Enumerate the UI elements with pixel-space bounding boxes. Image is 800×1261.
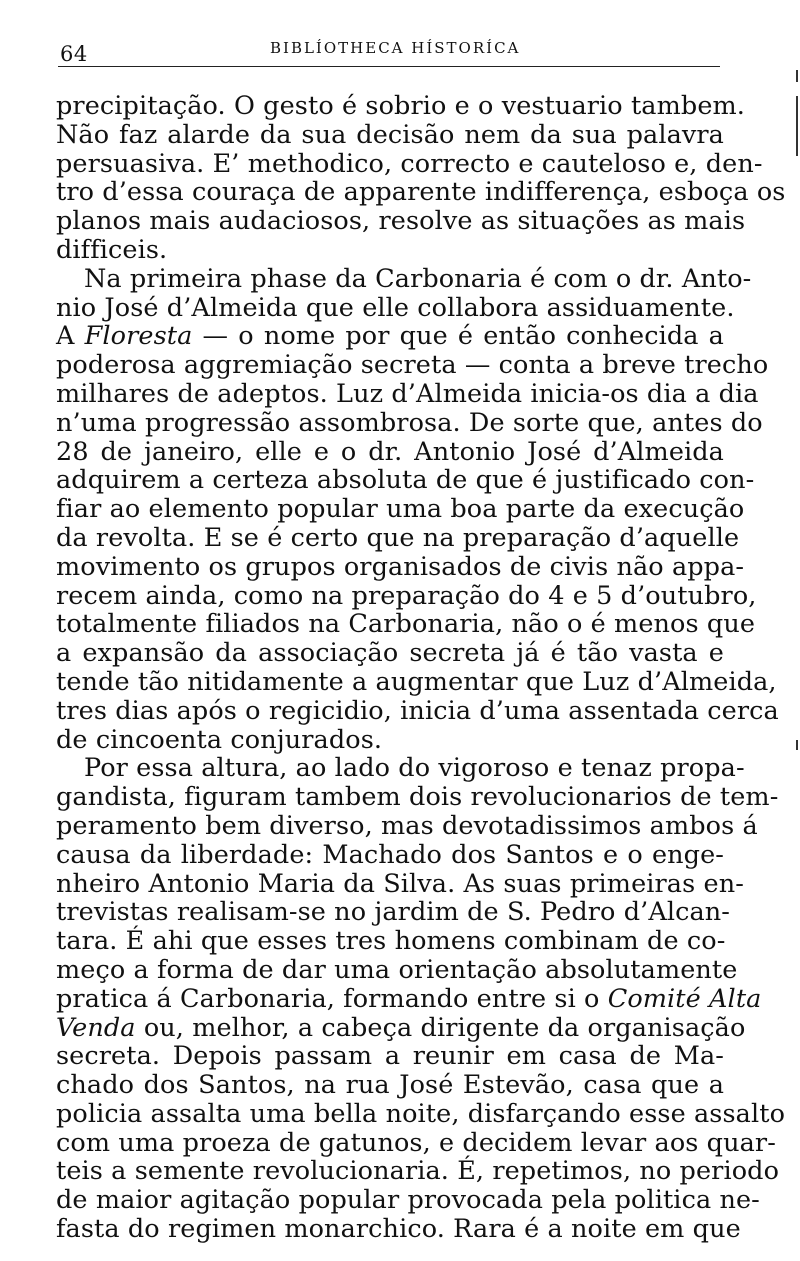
text-line: teis a semente revolucionaria. É, repetimos, no periodo: [56, 1156, 780, 1187]
text-line: planos mais audaciosos, resolve as situações as mais: [56, 206, 746, 237]
scan-edge-mark: [796, 740, 798, 750]
text-line: causa da liberdade: Machado dos Santos e o enge-: [56, 839, 724, 870]
text-line: tende tão nitidamente a augmentar que Luz d’Almeida,: [56, 666, 777, 697]
text-line: tro d’essa couraça de apparente indifferença, esboça os: [56, 177, 786, 208]
text-line: com uma proeza de gatunos, e decidem levar aos quar-: [56, 1127, 776, 1158]
text-line: nheiro Antonio Maria da Silva. As suas primeiras en-: [56, 868, 744, 899]
text-line: movimento os grupos organisados de civis não appa-: [56, 551, 745, 582]
text-line: adquirem a certeza absoluta de que é justificado con-: [56, 465, 755, 496]
text-line: Venda ou, melhor, a cabeça dirigente da organisação: [56, 1012, 746, 1043]
text-line: totalmente filiados na Carbonaria, não o é menos que: [56, 609, 756, 640]
page-number: 64: [60, 42, 88, 66]
text-line: Por essa altura, ao lado do vigoroso e tenaz propa-: [84, 753, 745, 784]
text-line: chado dos Santos, na rua José Estevão, casa que a: [56, 1070, 724, 1101]
text-line: de cincoenta conjurados.: [56, 724, 383, 755]
text-line: tres dias após o regicidio, inicia d’uma assentada cerca: [56, 695, 779, 726]
text-line: a expansão da associação secreta já é tão vasta e: [56, 638, 724, 669]
text-line: policia assalta uma bella noite, disfarçando esse assalto: [56, 1098, 786, 1129]
text-line: poderosa aggremiação secreta — conta a breve trecho: [56, 350, 769, 381]
text-line: de maior agitação popular provocada pela politica ne-: [56, 1185, 760, 1216]
text-line: precipitação. O gesto é sobrio e o vestuario tambem.: [56, 91, 745, 121]
running-head: BIBLÍOTHECA HÍSTORÍCA: [270, 39, 521, 57]
text-line: meço a forma de dar uma orientação absolutamente: [56, 954, 738, 985]
text-line: tara. É ahi que esses tres homens combinam de co-: [56, 926, 726, 957]
text-line: trevistas realisam-se no jardim de S. Pedro d’Alcan-: [56, 897, 731, 928]
text-line: pratica á Carbonaria, formando entre si o Comité Alta: [56, 983, 762, 1014]
text-line: fiar ao elemento popular uma boa parte da execução: [56, 494, 745, 525]
text-line: 28 de janeiro, elle e o dr. Antonio José d’Almeida: [56, 436, 724, 467]
text-line: gandista, figuram tambem dois revolucionarios de tem-: [56, 782, 779, 813]
text-line: da revolta. E se é certo que na preparação d’aquelle: [56, 522, 740, 553]
scan-edge-mark: [796, 96, 798, 156]
italic-term: Floresta: [84, 321, 193, 352]
text-line: fasta do regimen monarchico. Rara é a noite em que: [56, 1214, 741, 1245]
text-line: recem ainda, como na preparação do 4 e 5 d’outubro,: [56, 580, 757, 611]
text-line: nio José d’Almeida que elle collabora assiduamente.: [56, 292, 735, 323]
text-line: n’uma progressão assombrosa. De sorte que, antes do: [56, 407, 763, 438]
scan-edge-mark: [796, 70, 798, 82]
italic-term: Comité Alta: [607, 983, 762, 1014]
text-line: A Floresta — o nome por que é então conhecida a: [56, 321, 724, 352]
body-text: [56, 91, 786, 1245]
text-line: difficeis.: [56, 234, 168, 265]
text-line: Na primeira phase da Carbonaria é com o dr. Anto-: [84, 263, 752, 294]
italic-term: Venda: [56, 1012, 136, 1043]
page-header: [58, 34, 720, 67]
text-line: persuasiva. E’ methodico, correcto e cauteloso e, den-: [56, 148, 763, 179]
text-line: milhares de adeptos. Luz d’Almeida inicia-os dia a dia: [56, 378, 759, 409]
text-line: secreta. Depois passam a reunir em casa de Ma-: [56, 1041, 724, 1072]
text-line: Não faz alarde da sua decisão nem da sua palavra: [56, 119, 724, 150]
text-line: peramento bem diverso, mas devotadissimos ambos á: [56, 810, 758, 841]
